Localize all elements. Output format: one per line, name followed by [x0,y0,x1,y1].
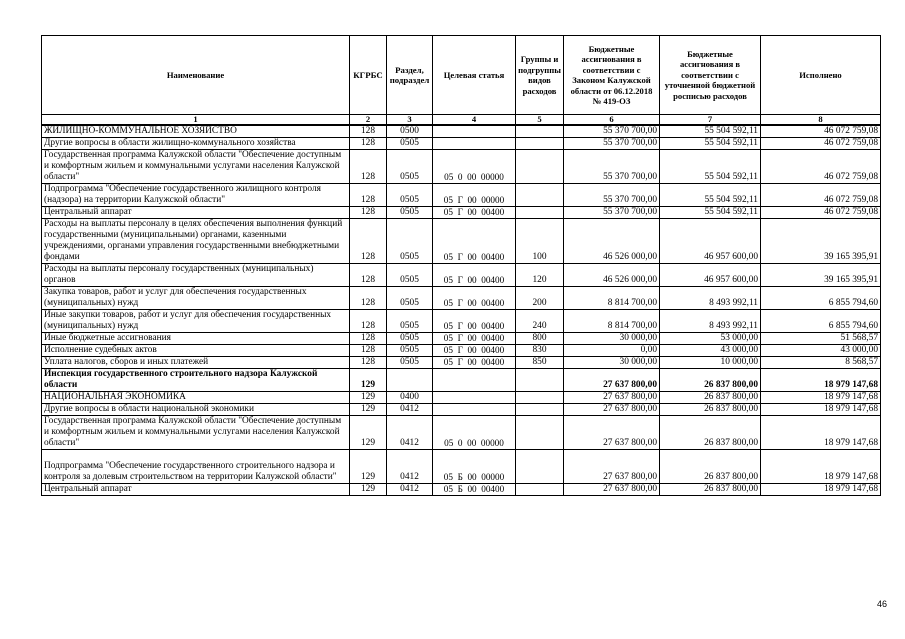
row-group: 830 [516,345,564,357]
row-revised-amount: 55 504 592,11 [660,125,761,138]
page-number: 46 [876,599,887,609]
row-executed-amount: 6 855 794,60 [761,287,881,310]
row-group [516,369,564,392]
row-section: 0505 [387,333,433,345]
header-kgrbs: КГРБС [350,36,387,115]
row-executed-amount: 46 072 759,08 [761,207,881,219]
table-row [42,150,881,184]
row-executed-amount: 43 000,00 [761,345,881,357]
header-section: Раздел, подраздел [387,36,433,115]
row-target: 05 0 00 00000 [433,150,516,184]
row-name: ЖИЛИЩНО-КОММУНАЛЬНОЕ ХОЗЯЙСТВО [42,125,350,138]
row-target [433,404,516,416]
row-name: Уплата налогов, сборов и иных платежей [42,357,350,369]
column-number: 6 [564,115,660,126]
table-row [42,345,881,357]
row-kgrbs: 128 [350,287,387,310]
header-target: Целевая статья [433,36,516,115]
row-kgrbs: 128 [350,357,387,369]
row-name: Центральный аппарат [42,207,350,219]
header-revised: Бюджетные ассигнования в соответствии с уточненной бюджетной росписью расходов [660,36,761,115]
row-executed-amount: 46 072 759,08 [761,138,881,150]
row-executed-amount: 18 979 147,68 [761,484,881,496]
table-row [42,138,881,150]
row-target: 05 Б 00 00400 [433,484,516,496]
row-law-amount: 55 370 700,00 [564,207,660,219]
row-section: 0500 [387,125,433,138]
row-law-amount: 30 000,00 [564,357,660,369]
column-number: 3 [387,115,433,126]
row-group [516,392,564,404]
row-revised-amount: 43 000,00 [660,345,761,357]
row-law-amount: 27 637 800,00 [564,392,660,404]
column-number: 1 [42,115,350,126]
table-row [42,357,881,369]
row-name: Закупка товаров, работ и услуг для обеспечения государственных (муниципальных) нужд [42,287,350,310]
row-name: Подпрограмма "Обеспечение государственного строительного надзора и контроля за долевым строительством на территории Калужской области" [42,450,350,484]
row-group: 100 [516,219,564,264]
row-law-amount: 55 370 700,00 [564,138,660,150]
row-name: Иные закупки товаров, работ и услуг для обеспечения государственных (муниципальных) нужд [42,310,350,333]
row-kgrbs: 128 [350,125,387,138]
row-kgrbs: 128 [350,207,387,219]
row-kgrbs: 128 [350,310,387,333]
row-executed-amount: 51 568,57 [761,333,881,345]
row-name: Подпрограмма "Обеспечение государственного жилищного контроля (надзора) на территории Калужской области" [42,184,350,207]
row-revised-amount: 26 837 800,00 [660,484,761,496]
row-group [516,484,564,496]
row-section: 0412 [387,404,433,416]
table-row [42,287,881,310]
header-executed: Исполнено [761,36,881,115]
column-number-row [42,115,881,126]
row-section: 0412 [387,416,433,450]
row-section: 0400 [387,392,433,404]
row-law-amount: 8 814 700,00 [564,310,660,333]
table-header-row [42,36,881,115]
budget-table [41,35,881,496]
row-target: 05 Г 00 00400 [433,219,516,264]
table-body [42,125,881,496]
row-kgrbs: 129 [350,484,387,496]
row-revised-amount: 26 837 800,00 [660,450,761,484]
header-group: Группы и подгруппы видов расходов [516,36,564,115]
row-section: 0412 [387,450,433,484]
column-number: 7 [660,115,761,126]
row-revised-amount: 26 837 800,00 [660,392,761,404]
row-revised-amount: 53 000,00 [660,333,761,345]
row-executed-amount: 18 979 147,68 [761,450,881,484]
row-kgrbs: 129 [350,416,387,450]
row-target [433,369,516,392]
row-kgrbs: 128 [350,219,387,264]
row-executed-amount: 18 979 147,68 [761,369,881,392]
row-target: 05 Г 00 00400 [433,310,516,333]
header-law: Бюджетные ассигнования в соответствии с Законом Калужской области от 06.12.2018 № 419-ОЗ [564,36,660,115]
column-number: 8 [761,115,881,126]
row-group [516,416,564,450]
row-section: 0412 [387,484,433,496]
row-revised-amount: 8 493 992,11 [660,287,761,310]
row-kgrbs: 128 [350,345,387,357]
row-group [516,207,564,219]
row-executed-amount: 46 072 759,08 [761,125,881,138]
row-law-amount: 55 370 700,00 [564,184,660,207]
row-target [433,125,516,138]
row-law-amount: 0,00 [564,345,660,357]
column-number: 5 [516,115,564,126]
table-row [42,184,881,207]
row-law-amount: 27 637 800,00 [564,369,660,392]
row-name: Центральный аппарат [42,484,350,496]
row-kgrbs: 128 [350,184,387,207]
row-name: Другие вопросы в области национальной экономики [42,404,350,416]
row-name: Государственная программа Калужской области "Обеспечение доступным и комфортным жильем и коммунальными услугами населения Калужской области" [42,416,350,450]
row-target: 05 Г 00 00400 [433,345,516,357]
row-target [433,138,516,150]
row-law-amount: 55 370 700,00 [564,150,660,184]
budget-document [41,35,881,496]
row-kgrbs: 129 [350,369,387,392]
table-row [42,416,881,450]
table-row [42,392,881,404]
row-group [516,184,564,207]
row-revised-amount: 26 837 800,00 [660,369,761,392]
row-kgrbs: 128 [350,150,387,184]
row-name: Другие вопросы в области жилищно-коммунального хозяйства [42,138,350,150]
row-revised-amount: 55 504 592,11 [660,138,761,150]
row-kgrbs: 129 [350,392,387,404]
table-row [42,369,881,392]
row-executed-amount: 46 072 759,08 [761,184,881,207]
row-section: 0505 [387,138,433,150]
row-executed-amount: 8 568,57 [761,357,881,369]
row-section: 0505 [387,287,433,310]
row-revised-amount: 46 957 600,00 [660,264,761,287]
row-executed-amount: 18 979 147,68 [761,416,881,450]
row-revised-amount: 55 504 592,11 [660,184,761,207]
table-row [42,404,881,416]
row-law-amount: 27 637 800,00 [564,404,660,416]
row-law-amount: 46 526 000,00 [564,264,660,287]
row-law-amount: 27 637 800,00 [564,450,660,484]
row-law-amount: 27 637 800,00 [564,484,660,496]
row-group: 200 [516,287,564,310]
row-executed-amount: 46 072 759,08 [761,150,881,184]
table-row [42,333,881,345]
row-group: 850 [516,357,564,369]
row-name: Инспекция государственного строительного надзора Калужской области [42,369,350,392]
header-name: Наименование [42,36,350,115]
row-revised-amount: 26 837 800,00 [660,404,761,416]
row-kgrbs: 128 [350,138,387,150]
row-section: 0505 [387,207,433,219]
row-law-amount: 30 000,00 [564,333,660,345]
row-section [387,369,433,392]
row-section: 0505 [387,264,433,287]
row-target: 05 Г 00 00400 [433,264,516,287]
row-kgrbs: 129 [350,450,387,484]
table-row [42,484,881,496]
row-target: 05 Г 00 00400 [433,287,516,310]
row-section: 0505 [387,357,433,369]
row-law-amount: 55 370 700,00 [564,125,660,138]
row-revised-amount: 10 000,00 [660,357,761,369]
table-row [42,125,881,138]
row-revised-amount: 55 504 592,11 [660,207,761,219]
row-group: 800 [516,333,564,345]
row-revised-amount: 55 504 592,11 [660,150,761,184]
column-number: 2 [350,115,387,126]
row-executed-amount: 6 855 794,60 [761,310,881,333]
column-number: 4 [433,115,516,126]
row-revised-amount: 26 837 800,00 [660,416,761,450]
row-target: 05 Г 00 00400 [433,357,516,369]
table-row [42,310,881,333]
row-section: 0505 [387,150,433,184]
row-group [516,138,564,150]
row-group: 240 [516,310,564,333]
row-group [516,150,564,184]
table-row [42,207,881,219]
row-section: 0505 [387,219,433,264]
table-row [42,264,881,287]
row-name: Расходы на выплаты персоналу государственных (муниципальных) органов [42,264,350,287]
row-name: Исполнение судебных актов [42,345,350,357]
row-name: Расходы на выплаты персоналу в целях обеспечения выполнения функций государственными (муниципальными) органами, казенными учреждениями, органами управления государственными внебюджетными фондами [42,219,350,264]
row-revised-amount: 46 957 600,00 [660,219,761,264]
row-revised-amount: 8 493 992,11 [660,310,761,333]
row-name: Государственная программа Калужской области "Обеспечение доступным и комфортным жильем и коммунальными услугами населения Калужской области" [42,150,350,184]
row-section: 0505 [387,184,433,207]
row-kgrbs: 128 [350,264,387,287]
row-executed-amount: 18 979 147,68 [761,392,881,404]
row-target: 05 Б 00 00000 [433,450,516,484]
row-name: НАЦИОНАЛЬНАЯ ЭКОНОМИКА [42,392,350,404]
row-section: 0505 [387,345,433,357]
row-law-amount: 46 526 000,00 [564,219,660,264]
table-row [42,219,881,264]
row-law-amount: 27 637 800,00 [564,416,660,450]
row-target: 05 Г 00 00000 [433,184,516,207]
row-executed-amount: 18 979 147,68 [761,404,881,416]
row-executed-amount: 39 165 395,91 [761,264,881,287]
row-target: 05 Г 00 00400 [433,207,516,219]
row-kgrbs: 128 [350,333,387,345]
row-kgrbs: 129 [350,404,387,416]
row-group [516,450,564,484]
row-group: 120 [516,264,564,287]
row-executed-amount: 39 165 395,91 [761,219,881,264]
row-group [516,404,564,416]
table-row [42,450,881,484]
row-group [516,125,564,138]
row-law-amount: 8 814 700,00 [564,287,660,310]
row-name: Иные бюджетные ассигнования [42,333,350,345]
row-target: 05 0 00 00000 [433,416,516,450]
row-target [433,392,516,404]
row-section: 0505 [387,310,433,333]
row-target: 05 Г 00 00400 [433,333,516,345]
